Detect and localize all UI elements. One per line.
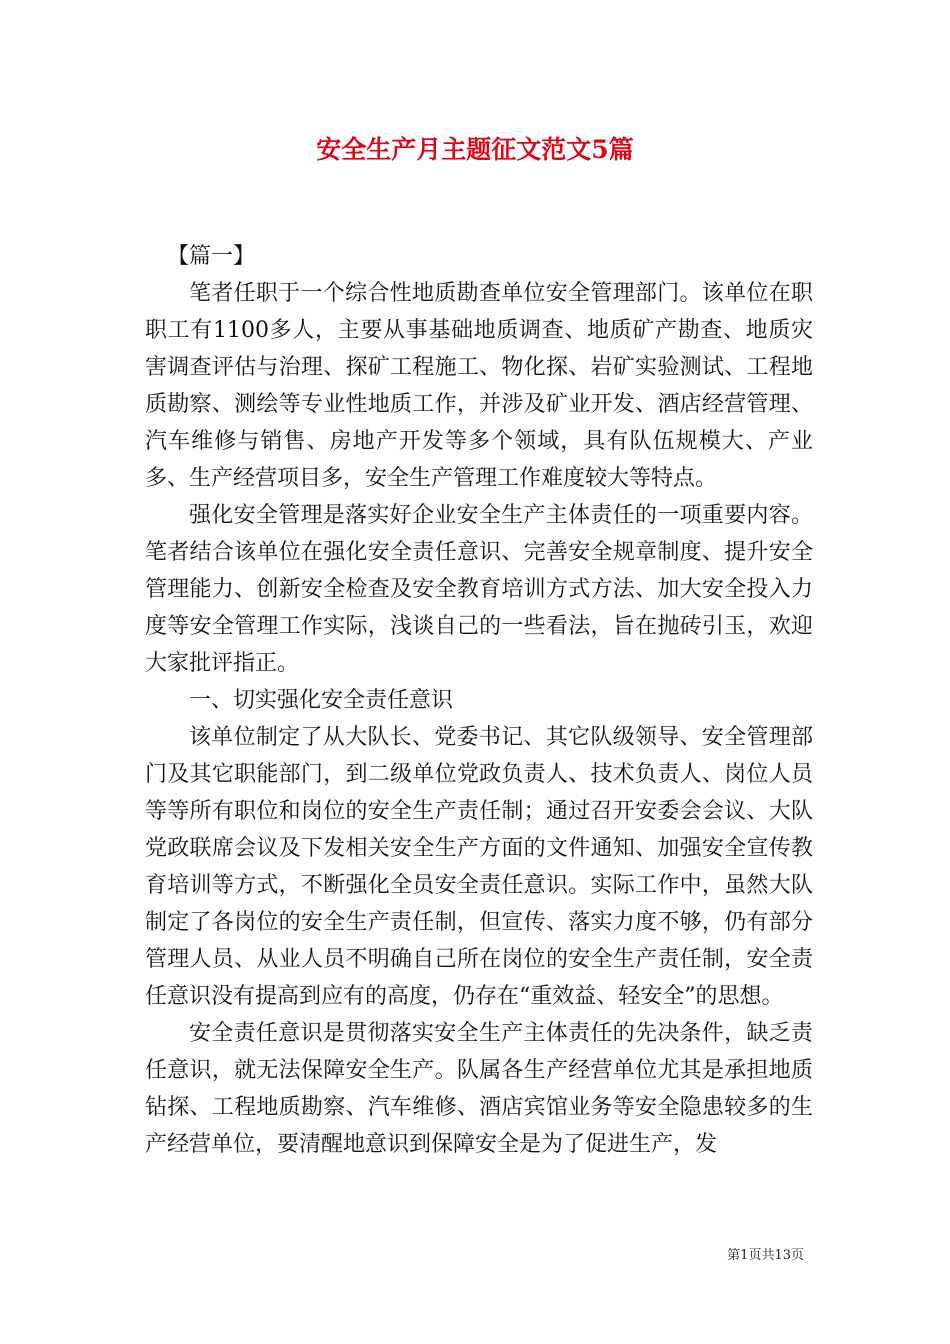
paragraph: 安全责任意识是贯彻落实安全生产主体责任的先决条件，缺乏责任意识，就无法保障安全生产。队属各生产经营单位尤其是承担地质钻探、工程地质勘察、汽车维修、酒店宾馆业务等安全隐患较多的生产经营单位，要清醒地意识到保障安全是为了促进生产，发 xyxy=(145,1021,813,1157)
paragraph: 强化安全管理是落实好企业安全生产主体责任的一项重要内容。笔者结合该单位在强化安全责任意识、完善安全规章制度、提升安全管理能力、创新安全检查及安全教育培训方式方法、加大安全投入力度等安全管理工作实际，浅谈自己的一些看法，旨在抛砖引玉，欢迎大家批评指正。 xyxy=(145,503,813,676)
paragraph: 笔者任职于一个综合性地质勘查单位安全管理部门。该单位在职职工有1100多人，主要从事基础地质调查、地质矿产勘查、地质灾害调查评估与治理、探矿工程施工、物化探、岩矿实验测试、工程地质勘察、测绘等专业性地质工作，并涉及矿业开发、酒店经营管理、汽车维修与销售、房地产开发等多个领域，具有队伍规模大、产业多、生产经营项目多，安全生产管理工作难度较大等特点。 xyxy=(145,281,813,491)
page-number-footer: 第1页共13页 xyxy=(727,1248,804,1263)
section-heading: 一、切实强化安全责任意识 xyxy=(189,688,454,713)
document-body xyxy=(145,238,813,1163)
document-title: 安全生产月主题征文范文5篇 xyxy=(316,135,634,164)
paragraph: 该单位制定了从大队长、党委书记、其它队级领导、安全管理部门及其它职能部门，到二级单位党政负责人、技术负责人、岗位人员等等所有职位和岗位的安全生产责任制；通过召开安委会会议、大队党政联席会议及下发相关安全生产方面的文件通知、加强安全宣传教育培训等方式，不断强化全员安全责任意识。实际工作中，虽然大队制定了各岗位的安全生产责任制，但宣传、落实力度不够，仍有部分管理人员、从业人员不明确自己所在岗位的安全生产责任制，安全责任意识没有提高到应有的高度，仍存在“重效益、轻安全”的思想。 xyxy=(145,725,813,1009)
section-label: 【篇一】 xyxy=(167,244,256,269)
